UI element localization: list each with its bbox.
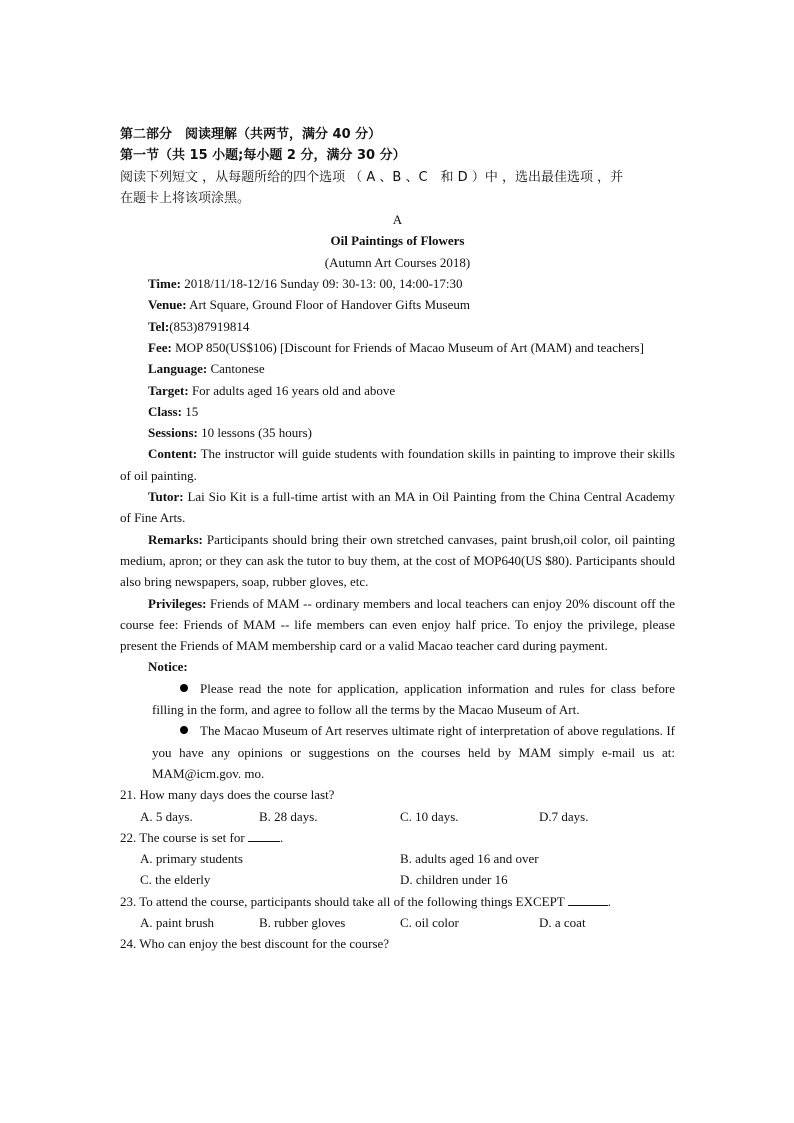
field-value: Lai Sio Kit is a full-time artist with an MA in Oil Painting from the China Central Academy of Fine Arts. (120, 489, 675, 526)
field-value: Art Square, Ground Floor of Handover Gifts Museum (186, 297, 470, 313)
notice-label: Notice: (148, 659, 188, 675)
field-venue (120, 294, 675, 315)
field-value: Friends of MAM -- ordinary members and local teachers can enjoy 20% discount off the course fee: Friends of MAM -- life members can even enjoy half price. To enjoy the privilege, please present the Friends of MAM membership card or a valid Macao teacher card during payment. (120, 595, 675, 654)
field-value: For adults aged 16 years old and above (188, 382, 396, 398)
field-value: Cantonese (207, 361, 265, 377)
field-label: Remarks: (148, 531, 203, 547)
field-value: MOP 850(US$106) [Discount for Friends of Macao Museum of Art (MAM) and teachers] (171, 339, 644, 355)
passage-title: Oil Paintings of Flowers (330, 233, 465, 249)
field-value: 10 lessons (35 hours) (197, 425, 312, 441)
question-22-options-row-1 (120, 848, 675, 869)
option-b: B. 28 days. (259, 808, 318, 824)
field-label: Fee: (148, 339, 172, 355)
option-a: A. 5 days. (140, 808, 193, 824)
option-c: C. the elderly (140, 872, 211, 888)
field-class (120, 401, 675, 422)
field-label: Tutor: (148, 489, 184, 505)
bullet-icon (180, 684, 188, 692)
field-sessions (120, 422, 675, 443)
option-a: A. primary students (140, 851, 243, 867)
field-label: Content: (148, 446, 198, 462)
field-label: Language: (148, 361, 208, 377)
question-text: 23. To attend the course, participants should take all of the following things EXCEPT (120, 893, 565, 909)
question-21-options (120, 806, 675, 827)
field-label: Venue: (148, 297, 187, 313)
exam-page (120, 124, 675, 955)
field-label: Time: (148, 276, 181, 292)
passage-letter: A (392, 212, 403, 228)
option-c: C. 10 days. (400, 808, 459, 824)
field-privileges (120, 593, 675, 657)
field-target (120, 380, 675, 401)
option-d: D. children under 16 (400, 872, 508, 888)
option-b: B. rubber gloves (259, 914, 346, 930)
field-label: Target: (148, 382, 189, 398)
instructions-line-1: 阅读下列短文 ，从每题所给的四个选项 （ A 、B 、C 和 D ）中 ，选出最佳选项 ，并 (120, 169, 624, 185)
field-label: Tel: (148, 318, 170, 334)
option-b: B. adults aged 16 and over (400, 851, 539, 867)
section-subtitle: 第一节（共 15 小题;每小题 2 分，满分 30 分） (120, 148, 406, 164)
field-label: Privileges: (148, 595, 207, 611)
question-22-options-row-2 (120, 869, 675, 890)
answer-blank (248, 828, 280, 842)
field-tel (120, 316, 675, 337)
field-value: 15 (181, 403, 199, 419)
option-c: C. oil color (400, 914, 459, 930)
question-23-stem (120, 891, 675, 912)
part-title: 第二部分 阅读理解（共两节，满分 40 分） (120, 127, 382, 142)
question-end: . (607, 893, 612, 909)
bullet-icon (180, 726, 188, 734)
passage-subtitle: (Autumn Art Courses 2018) (324, 254, 471, 270)
notice-item (120, 720, 675, 784)
option-a: A. paint brush (140, 914, 215, 930)
answer-blank (568, 892, 608, 906)
notice-text: Please read the note for application, application information and rules for class before filling in the form, and agree to follow all the terms by the Macao Museum of Art. (152, 680, 675, 718)
notice-text: The Macao Museum of Art reserves ultimate right of interpretation of above regulations. If you have any opinions or suggestions on the courses held by MAM simply e-mail us at: MAM@icm.gov. mo. (152, 723, 675, 781)
question-21-stem: 21. How many days does the course last? (120, 787, 335, 803)
field-value: Participants should bring their own stretched canvases, paint brush,oil color, oil painting medium, apron; or they can ask the tutor to buy them, at the cost of MOP640(US $80). Participants should also bring newspapers, soap, rubber gloves, etc. (120, 531, 675, 590)
question-23-options (120, 912, 675, 933)
question-end: . (279, 829, 284, 845)
field-value: The instructor will guide students with foundation skills in painting to improve their skills of oil painting. (120, 446, 675, 483)
notice-item (120, 678, 675, 721)
field-language (120, 358, 675, 379)
field-label: Class: (148, 403, 182, 419)
question-text: 22. The course is set for (120, 829, 245, 845)
field-time (120, 273, 675, 294)
field-value: (853)87919814 (169, 318, 250, 334)
option-d: D. a coat (539, 914, 586, 930)
question-22-stem (120, 827, 675, 848)
question-24-stem: 24. Who can enjoy the best discount for the course? (120, 936, 390, 952)
field-tutor (120, 486, 675, 529)
option-d: D.7 days. (539, 808, 589, 824)
field-value: 2018/11/18-12/16 Sunday 09: 30-13: 00, 14:00-17:30 (180, 276, 463, 292)
field-label: Sessions: (148, 425, 198, 441)
field-content (120, 443, 675, 486)
field-remarks (120, 529, 675, 593)
field-fee (120, 337, 675, 358)
instructions-line-2: 在题卡上将该项涂黑。 (120, 190, 251, 206)
